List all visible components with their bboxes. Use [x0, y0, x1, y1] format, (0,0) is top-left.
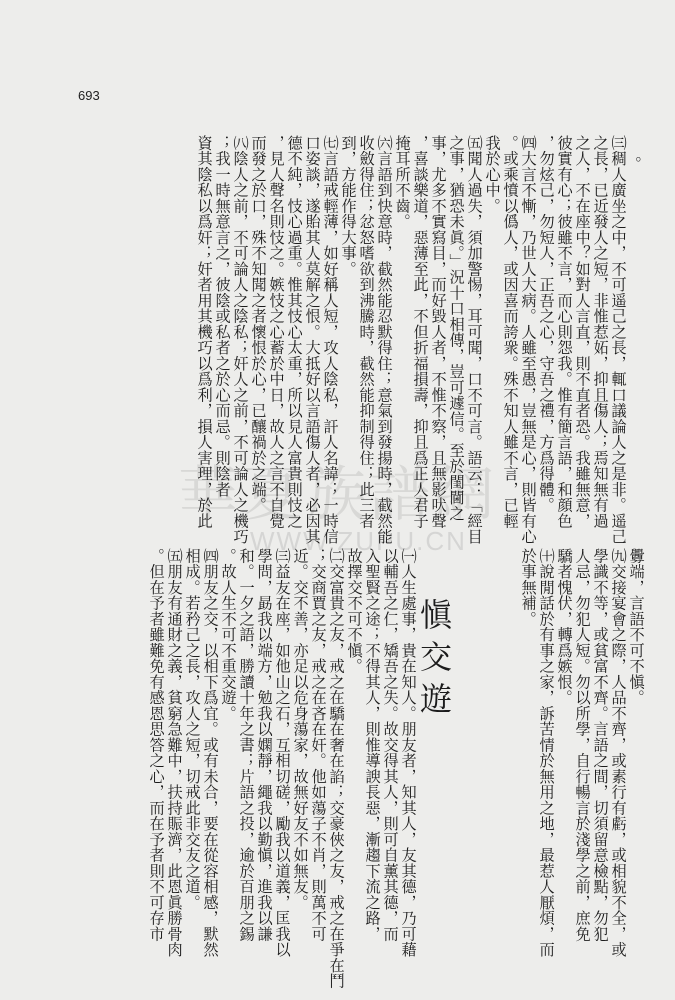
text-column: 人忌，勿犯人短。勿以所學，自行暢言於淺學之前，庶免	[573, 548, 592, 942]
text-column: 。但在予者雖難免有感恩思答之心，而在予者則不可存市	[147, 548, 166, 942]
text-column: ㈤朋友有通財之義，貧窮急難中，扶持賑濟，此恩眞勝骨肉	[165, 548, 184, 958]
text-column: ，見人聲名則忮之。嫉忮之心蓄於中日，故人之言不自覺	[267, 135, 286, 529]
text-column: ㈠人生處事，貴在知人。朋友者，知其人，友其德，乃可藉	[399, 548, 418, 958]
text-column: ㈨交接宴會之際，人品不齊，或素行有虧，或相貌不全，或	[609, 548, 628, 958]
text-column: 資其陰私以爲奸；奸者用其機巧以爲利，損人害理，於此	[195, 135, 214, 529]
text-column: ，勿炫己，勿短人，正吾之心，守吾之禮，方爲得體。	[537, 135, 556, 513]
section-title: 愼交遊	[415, 598, 453, 724]
text-column: ，喜談樂道，惡薄至此，不但折福損壽，抑且爲正人君子	[411, 135, 430, 529]
text-column: 故擇交不可不愼。	[345, 548, 364, 674]
text-column: 之長，已近發人之短，非惟惹妬，抑且傷人；焉知無有過	[591, 135, 610, 529]
text-column: 以輔吾之仁，矯吾之失。故交得其人，則可自薰其德，而	[381, 548, 400, 942]
text-column: 德不純，忮心過重。惟其忮心太重，所以見人富貴則忮之	[285, 135, 304, 529]
text-column: ㈣大言不慚，乃世人大病。人雖至愚，豈無是心，則皆有心	[519, 135, 538, 545]
text-column: ；我一時無意言之，彼陰或私者之於心而忌。則陰者	[213, 135, 232, 498]
watermark-url: WWW.ZUPU.CN	[250, 526, 467, 556]
text-column: ㈩說閒話於有事之家，訴苦情於無用之地，最惹人厭煩，而	[537, 548, 556, 958]
text-column: ㈧陰人之前，不可論人之陰私；奸人之前，不可論人之機巧	[231, 135, 250, 545]
text-column: ㈢益友在座，如他山之石，互相切磋，勵我以道義，匡我以	[273, 548, 292, 958]
text-column: 學識不等，或貧富不齊。言語之間，切須留意檢點，勿犯	[591, 548, 610, 942]
text-column: 學問，勗我以端方，勉我以嫻靜，繩我以勤愼，進我以謙	[255, 548, 274, 942]
text-column: 而發之於口，殊不知聞之者懷恨於心，已釀禍於之端。	[249, 135, 268, 513]
text-column: 彼實有心；彼雖不言，而心則怨我。惟有簡言語，和顔色	[555, 135, 574, 529]
watermark-text: 華夏族譜網	[178, 460, 498, 530]
text-column: 到，方能作得大事。	[339, 135, 358, 277]
text-column: 入聖賢之途；不得其人，則惟導諛長惡，漸趨下流之路，	[363, 548, 382, 942]
text-column: ㈣朋友之交，以相下爲宜。或有未合，要在從容相感，默然	[201, 548, 220, 958]
text-column: ㈥言語到快意時，截然能忍默得住；意氣到發揚時，截然能	[375, 135, 394, 545]
text-column: ；交商賈之友，戒之在吝在奸。他如蕩子不肖，則萬不可	[309, 548, 328, 942]
text-column: ㈤聞人過失，須加警惕，耳可聞，口不可言。語云：「經目	[465, 135, 484, 545]
text-column: 驕者愧伏，轉爲嫉恨。	[555, 548, 574, 706]
text-column: ㈢稠人廣坐之中，不可遥己之長，輒口議論人之是非。遥己	[609, 135, 628, 545]
text-column: 事，尤多不實寫目，而好毀人者，不惟不察，且無影吠聲	[429, 135, 448, 529]
text-column: 相成。若矜己之長，攻人之短，切戒此非交友之道。	[183, 548, 202, 911]
page-number: 693	[78, 88, 100, 103]
text-column: 。	[624, 156, 643, 172]
text-column: 之人，不在座中？如對人言直，則不直者恐。我雖無意，	[573, 135, 592, 529]
text-column: 於事無補。	[519, 548, 538, 627]
text-column: 。故人生不可不重交遊。	[219, 548, 238, 722]
text-column: 釁端，言語不可不愼。	[627, 548, 646, 706]
text-column: 我於心中。	[483, 135, 502, 214]
text-column: 之事，猶恐未眞。」況十口相傳，豈可遽信。至於閨閫之	[447, 135, 466, 522]
text-column: ㈡交富貴之友，戒之在驕在奢在諂；交豪俠之友，戒之在爭在鬥	[327, 548, 346, 989]
text-column: 。或乘憤以僞人，或因喜而誇衆。殊不知人雖不言，已輕	[501, 135, 520, 529]
text-column: 口姿談，遂貽其人莫解之恨。大抵好以言語傷人者，必因其	[303, 135, 322, 545]
text-column: 和。一夕之語，勝讀十年之書；片語之投，逾於百朋之錫	[237, 548, 256, 942]
text-column: ㈦言語戒輕薄，如好稱人短，攻人陰私，訐人名諱；一時信	[321, 135, 340, 545]
text-column: 近。交不善，亦足以危身蕩家，故無好友不如無友。	[291, 548, 310, 911]
text-column: 掩耳所不齒。	[393, 135, 412, 230]
text-column: 收斂得住；忿怒嗜欲到沸騰時，截然能抑制得住；此三者	[357, 135, 376, 529]
